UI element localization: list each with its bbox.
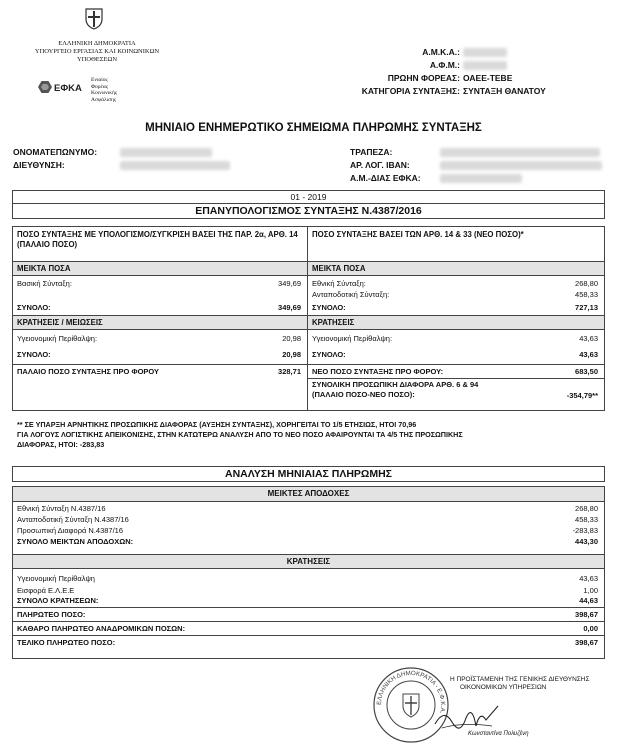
address-redacted <box>120 161 230 170</box>
old-pretax-row <box>13 364 307 378</box>
am-redacted <box>440 174 522 183</box>
ministry-line: ΥΠΟΘΕΣΕΩΝ <box>76 56 118 63</box>
old-deductions-total-value: 20,98 <box>282 350 301 359</box>
new-gross-total-row <box>308 302 604 315</box>
new-contributory-label: Ανταποδοτική Σύνταξη: <box>312 290 390 299</box>
analysis-deduction-row <box>13 584 604 595</box>
analysis-gross-value: 458,33 <box>575 515 598 524</box>
footnote-line: ΓΙΑ ΛΟΓΟΥΣ ΛΟΓΙΣΤΙΚΗΣ ΑΠΕΙΚΟΝΙΣΗΣ, ΣΤΗΝ ΚΑΤΩΤΕΡΩ ΑΝΑΛΥΣΗ ΑΠΟ ΤΟ ΝΕΟ ΠΟΣΟ ΑΦΑΙΡΟΥΝΤΑΙ ΤΑ 4/5 ΤΗΣ ΠΡΟΣΩΠΙΚΗΣ <box>17 430 463 439</box>
gross-earnings-header: ΜΕΙΚΤΕΣ ΑΠΟΔΟΧΕΣ <box>13 487 604 501</box>
gross-total-row <box>13 536 604 548</box>
stamp-text: ΕΛΛΗΝΙΚΗ ΔΗΜΟΚΡΑΤΙΑ - Ε.Φ.Κ.Α. <box>375 669 447 715</box>
old-deductions-label: ΚΡΑΤΗΣΕΙΣ / ΜΕΙΩΣΕΙΣ <box>17 318 103 327</box>
iban-label: ΑΡ. ΛΟΓ. IBAN: <box>350 160 410 170</box>
name-label: ΟΝΟΜΑΤΕΠΩΝΥΜΟ: <box>13 147 98 157</box>
personal-diff-label-1: ΣΥΝΟΛΙΚΗ ΠΡΟΣΩΠΙΚΗ ΔΙΑΦΟΡΑ ΑΡΘ. 6 & 94 <box>312 380 479 389</box>
analysis-deduction-value: 43,63 <box>579 574 598 583</box>
new-gross-label: ΜΕΙΚΤΑ ΠΟΣΑ <box>312 264 366 273</box>
old-gross-header <box>13 261 307 275</box>
old-basic-value: 349,69 <box>278 279 301 288</box>
old-deductions-total-row <box>13 346 307 364</box>
name-redacted <box>120 148 212 157</box>
old-basic-row <box>13 275 307 290</box>
net-retro-label: ΚΑΘΑΡΟ ΠΛΗΡΩΤΕΟ ΑΝΑΔΡΟΜΙΚΩΝ ΠΟΣΩΝ: <box>17 624 186 633</box>
new-deductions-total-row <box>308 346 604 364</box>
paid-amount-label: ΠΛΗΡΩΤΕΟ ΠΟΣΟ: <box>17 610 86 619</box>
analysis-gross-row <box>13 501 604 514</box>
footnote-line: ΔΙΑΦΟΡΑΣ, ΗΤΟΙ: -283,83 <box>17 440 105 449</box>
new-deductions-total-label: ΣΥΝΟΛΟ: <box>312 350 346 359</box>
signatory-line: ΟΙΚΟΝΟΜΙΚΩΝ ΥΠΗΡΕΣΙΩΝ <box>460 684 547 691</box>
analysis-gross-row <box>13 514 604 525</box>
analysis-deduction-label: Υγειονομική Περίθαλψη <box>17 574 95 583</box>
afm-redacted <box>463 61 507 70</box>
footnote <box>17 420 607 450</box>
category-label: ΚΑΤΗΓΟΡΙΑ ΣΥΝΤΑΞΗΣ: <box>361 86 460 96</box>
new-deductions-header <box>308 315 604 329</box>
old-basic-label: Βασική Σύνταξη: <box>17 279 72 288</box>
header-values <box>463 46 546 98</box>
signatory-title <box>450 676 615 692</box>
new-gross-header <box>308 261 604 275</box>
final-paid-row <box>13 635 604 649</box>
paid-amount-row <box>13 607 604 621</box>
old-health-row <box>13 329 307 346</box>
final-paid-value: 398,67 <box>575 638 598 647</box>
header-labels <box>300 46 460 98</box>
afm-label: Α.Φ.Μ.: <box>429 60 460 70</box>
category-value: ΣΥΝΤΑΞΗ ΘΑΝΑΤΟΥ <box>463 86 546 96</box>
handwritten-signature <box>432 700 502 734</box>
analysis-deduction-label: Εισφορά Ε.Λ.Ε.Ε <box>17 586 75 595</box>
deductions-total-value: 44,63 <box>579 596 598 605</box>
efka-sub-line: Κοινωνικής <box>91 90 118 96</box>
efka-sub-line: Ενιαίος <box>91 77 108 83</box>
analysis-gross-label: Προσωπική Διαφορά Ν.4387/16 <box>17 526 124 535</box>
new-deductions-label: ΚΡΑΤΗΣΕΙΣ <box>312 318 355 327</box>
old-pretax-label: ΠΑΛΑΙΟ ΠΟΣΟ ΣΥΝΤΑΞΗΣ ΠΡΟ ΦΟΡΟΥ <box>17 367 160 376</box>
document-title: ΜΗΝΙΑΙΟ ΕΝΗΜΕΡΩΤΙΚΟ ΣΗΜΕΙΩΜΑ ΠΛΗΡΩΜΗΣ ΣΥΝΤΑΞΗΣ <box>145 122 482 134</box>
signatory-name: Κωνσταντίνα Πολυζένη <box>468 731 529 737</box>
period: 01 - 2019 <box>12 190 605 203</box>
amka-redacted <box>463 48 507 57</box>
deductions-total-row <box>13 595 604 607</box>
analysis-table <box>12 486 605 659</box>
old-amount-header: ΠΟΣΟ ΣΥΝΤΑΞΗΣ ΜΕ ΥΠΟΛΟΓΙΣΜΟ/ΣΥΓΚΡΙΣΗ ΒΑΣΕΙ ΤΗΣ ΠΑΡ. 2α, ΑΡΘ. 14 (ΠΑΛΑΙΟ ΠΟΣΟ) <box>17 230 298 249</box>
analysis-gross-label: Εθνική Σύνταξη Ν.4387/16 <box>17 504 106 513</box>
former-fund-value: ΟΑΕΕ-ΤΕΒΕ <box>463 73 513 83</box>
bank-redacted <box>440 148 600 157</box>
new-national-label: Εθνική Σύνταξη: <box>312 279 366 288</box>
amka-label: Α.Μ.Κ.Α.: <box>422 47 460 57</box>
net-retro-row <box>13 621 604 635</box>
old-health-value: 20,98 <box>282 334 301 343</box>
old-gross-total-row <box>13 302 307 315</box>
analysis-gross-value: -283,83 <box>572 526 598 535</box>
deductions-total-label: ΣΥΝΟΛΟ ΚΡΑΤΗΣΕΩΝ: <box>17 596 99 605</box>
recalc-table <box>12 226 605 411</box>
footnote-line: ** ΣΕ ΥΠΑΡΞΗ ΑΡΝΗΤΙΚΗΣ ΠΡΟΣΩΠΙΚΗΣ ΔΙΑΦΟΡΑΣ (ΑΥΞΗΣΗ ΣΥΝΤΑΞΗΣ), ΧΟΡΗΓΕΙΤΑΙ ΤΟ 1/5 ΕΤΗΣΙΩΣ, ΗΤΟΙ 70,96 <box>17 420 417 429</box>
am-label: Α.Μ.-ΔΙΑΣ ΕΦΚΑ: <box>350 173 421 183</box>
new-gross-total-value: 727,13 <box>575 303 598 312</box>
new-deductions-total-value: 43,63 <box>579 350 598 359</box>
analysis-gross-value: 268,80 <box>575 504 598 513</box>
analysis-title: ΑΝΑΛΥΣΗ ΜΗΝΙΑΙΑΣ ΠΛΗΡΩΜΗΣ <box>12 466 605 482</box>
old-gross-total-value: 349,69 <box>278 303 301 312</box>
old-health-label: Υγειονομική Περίθαλψη: <box>17 334 98 343</box>
efka-subtitle <box>91 77 117 103</box>
old-pretax-value: 328,71 <box>278 367 301 376</box>
efka-logo <box>37 80 89 94</box>
deductions-header: ΚΡΑΤΗΣΕΙΣ <box>13 554 604 568</box>
ministry-line: ΕΛΛΗΝΙΚΗ ΔΗΜΟΚΡΑΤΙΑ <box>58 40 136 47</box>
greek-coat-of-arms-icon <box>84 8 104 30</box>
signatory-line: Η ΠΡΟΪΣΤΑΜΕΝΗ ΤΗΣ ΓΕΝΙΚΗΣ ΔΙΕΥΘΥΝΣΗΣ <box>450 676 590 683</box>
efka-logo-text: ΕΦΚΑ <box>54 83 82 94</box>
efka-sub-line: Ασφάλισης <box>91 96 117 103</box>
address-label: ΔΙΕΥΘΥΝΣΗ: <box>13 160 65 170</box>
old-deductions-header <box>13 315 307 329</box>
net-retro-value: 0,00 <box>583 624 598 633</box>
old-gross-total-label: ΣΥΝΟΛΟ: <box>17 303 51 312</box>
old-gross-label: ΜΕΙΚΤΑ ΠΟΣΑ <box>17 264 71 273</box>
new-contributory-row <box>308 289 604 302</box>
gross-total-label: ΣΥΝΟΛΟ ΜΕΙΚΤΩΝ ΑΠΟΔΟΧΩΝ: <box>17 537 134 546</box>
old-deductions-total-label: ΣΥΝΟΛΟ: <box>17 350 51 359</box>
ministry-line: ΥΠΟΥΡΓΕΙΟ ΕΡΓΑΣΙΑΣ ΚΑΙ ΚΟΙΝΩΝΙΚΩΝ <box>34 48 160 55</box>
gross-total-value: 443,30 <box>575 537 598 546</box>
analysis-deduction-row <box>13 568 604 584</box>
new-health-label: Υγειονομική Περίθαλψη: <box>312 334 393 343</box>
old-amount-column <box>13 227 307 378</box>
new-contributory-value: 458,33 <box>575 290 598 299</box>
personal-diff-label-2: (ΠΑΛΑΙΟ ΠΟΣΟ-ΝΕΟ ΠΟΣΟ): <box>312 390 415 399</box>
new-pretax-label: ΝΕΟ ΠΟΣΟ ΣΥΝΤΑΞΗΣ ΠΡΟ ΦΟΡΟΥ: <box>312 367 444 376</box>
personal-diff-value: -354,79** <box>566 391 598 400</box>
analysis-gross-label: Ανταποδοτική Σύνταξη Ν.4387/16 <box>17 515 129 524</box>
former-fund-label: ΠΡΩΗΝ ΦΟΡΕΑΣ: <box>387 73 460 83</box>
efka-sub-line: Φορέας <box>91 83 108 90</box>
new-national-row <box>308 275 604 289</box>
final-paid-label: ΤΕΛΙΚΟ ΠΛΗΡΩΤΕΟ ΠΟΣΟ: <box>17 638 116 647</box>
new-gross-total-label: ΣΥΝΟΛΟ: <box>312 303 346 312</box>
analysis-deduction-value: 1,00 <box>583 586 598 595</box>
personal-diff-row <box>308 378 604 401</box>
new-national-value: 268,80 <box>575 279 598 288</box>
paid-amount-value: 398,67 <box>575 610 598 619</box>
bank-label: ΤΡΑΠΕΖΑ: <box>350 147 393 157</box>
new-health-row <box>308 329 604 346</box>
analysis-gross-row <box>13 525 604 536</box>
new-amount-header: ΠΟΣΟ ΣΥΝΤΑΞΗΣ ΒΑΣΕΙ ΤΩΝ ΑΡΘ. 14 & 33 (ΝΕΟ ΠΟΣΟ)* <box>312 230 524 239</box>
ministry-block <box>32 40 162 64</box>
new-amount-column <box>308 227 604 401</box>
iban-redacted <box>440 161 602 170</box>
new-pretax-row <box>308 364 604 378</box>
personal-diff-labels <box>312 380 478 401</box>
new-pretax-value: 683,50 <box>575 367 598 376</box>
new-health-value: 43,63 <box>579 334 598 343</box>
bank-values <box>440 146 602 185</box>
bank-labels <box>350 146 421 185</box>
recipient-labels <box>13 146 97 172</box>
recalc-title: ΕΠΑΝΥΠΟΛΟΓΙΣΜΟΣ ΣΥΝΤΑΞΗΣ Ν.4387/2016 <box>12 203 605 219</box>
recipient-values <box>120 146 230 172</box>
